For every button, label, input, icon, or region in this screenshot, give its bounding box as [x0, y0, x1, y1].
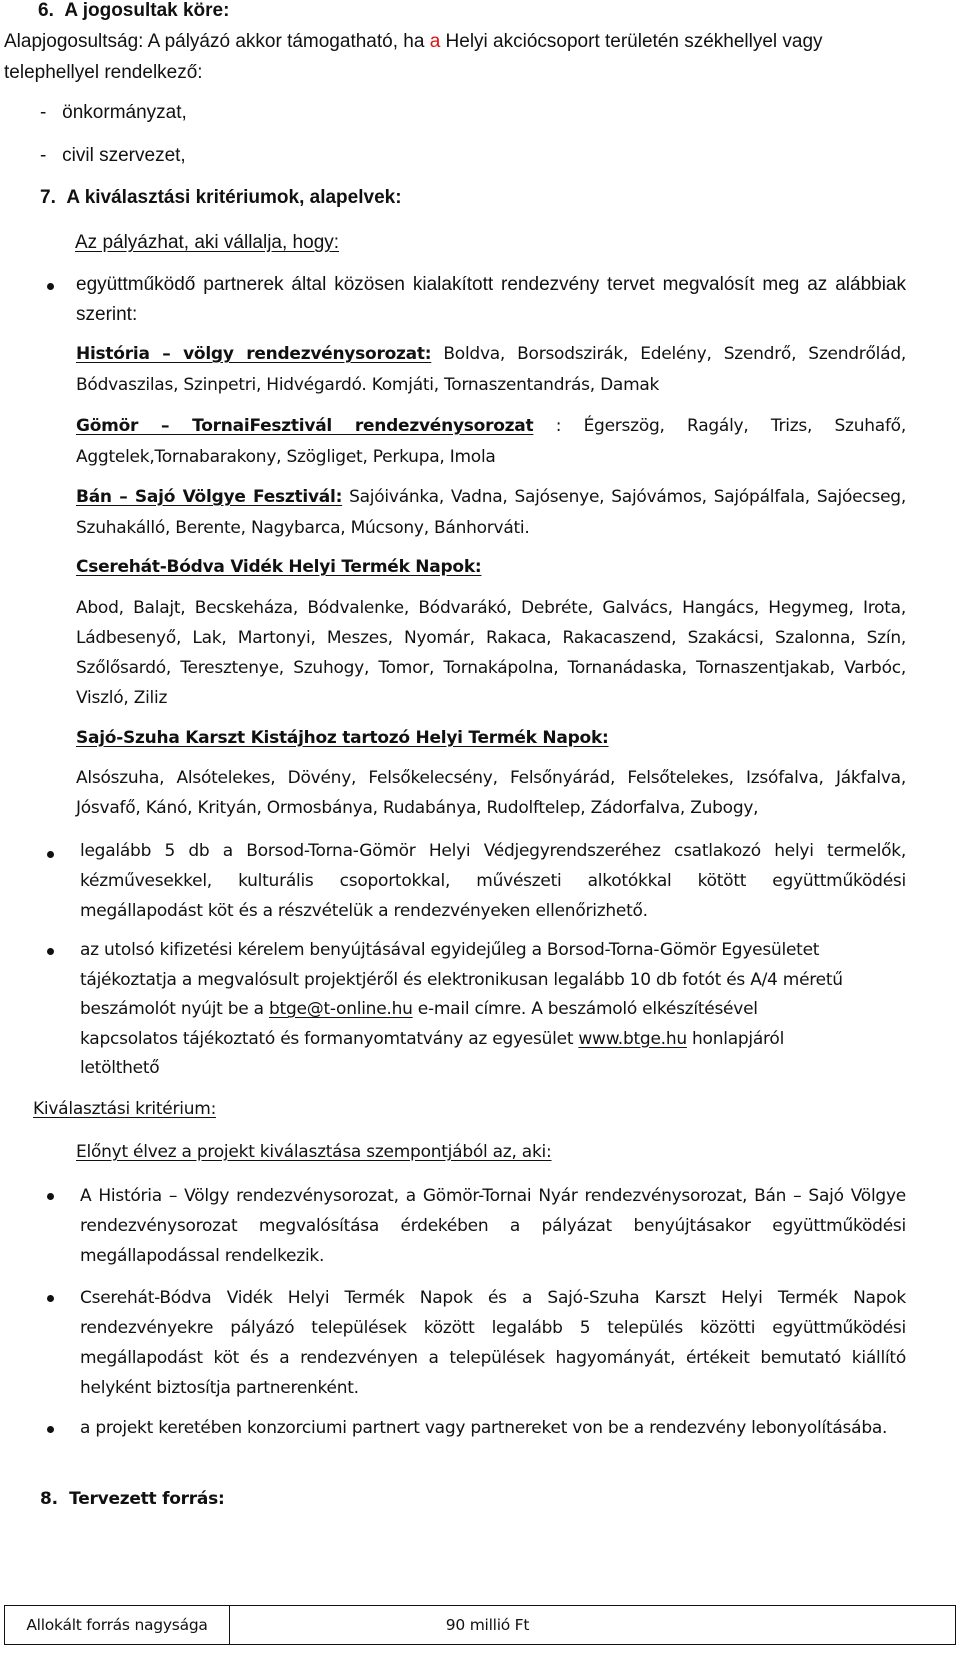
report-text: beszámolót nyújt be a: [80, 999, 264, 1019]
criteria-title: Kiválasztási kritérium:: [33, 1099, 217, 1119]
report-text: honlapjáról: [692, 1028, 785, 1049]
cserehat-title: Cserehát-Bódva Vidék Helyi Termék Napok:: [76, 557, 482, 577]
report-line-4: [80, 1025, 906, 1055]
funding-table: [4, 1605, 956, 1645]
report-line-5: letölthető: [80, 1058, 160, 1078]
eligibility-text-b: Helyi akciócsoport területén székhellyel vagy telephellyel rendelkező:: [4, 31, 823, 83]
event-settlements: Égerszög, Ragály, Trizs, Szuhafő, Aggtelek,Tornabarakony, Szögliget, Perkupa, Imola: [76, 416, 906, 467]
funding-value-cell: 90 millió Ft: [230, 1606, 956, 1645]
table-row: [5, 1606, 956, 1645]
bullet-local-producers: legalább 5 db a Borsod-Torna-Gömör Helyi Védjegyrendszeréhez csatlakozó helyi termelők, kézművesekkel, kulturális csoportokkal, művészeti alkotókkal kötött együttműködési megállapodást köt és a részvételük a rendezvényeken ellenőrizhető.: [80, 841, 906, 921]
section-7-heading: 7. A kiválasztási kritériumok, alapelvek:: [40, 187, 402, 208]
event-title: Gömör – TornaiFesztivál rendezvénysorozat: [76, 416, 534, 436]
bullet-final-report: [80, 936, 906, 1084]
eligibility-red-word: a: [429, 31, 441, 52]
event-title: Bán – Sajó Völgye Fesztivál:: [76, 487, 343, 507]
section-8-heading: 8. Tervezett forrás:: [40, 1489, 225, 1509]
preference-title: Előnyt élvez a projekt kiválasztása szempontjából az, aki:: [76, 1142, 552, 1162]
eligible-item-civil-org: - civil szervezet,: [40, 145, 186, 166]
report-line-2: tájékoztatja a megvalósult projektjéről és elektronikusan legalább 10 db fotót és A/4 méretű: [80, 969, 843, 990]
bullet-icon: [47, 1426, 54, 1433]
event-sep: :: [533, 416, 584, 436]
eligible-item-municipality: - önkormányzat,: [40, 102, 187, 123]
funding-label-cell: Allokált forrás nagysága: [5, 1606, 230, 1645]
event-ban-sajo: [76, 482, 906, 544]
event-settlements: Sajóivánka, Vadna, Sajósenye, Sajóvámos, Sajópálfala, Sajóecseg, Szuhakálló, Berente, Nagybarca, Múcsony, Bánhorváti.: [76, 487, 906, 538]
eligibility-text-a: Alapjogosultság: A pályázó akkor támogatható, ha: [4, 31, 425, 52]
section-7-intro: Az pályázhat, aki vállalja, hogy:: [75, 232, 340, 253]
bullet-event-plan: együttműködő partnerek által közösen kialakított rendezvény tervet megvalósít meg az alábbiak szerint:: [76, 274, 906, 325]
report-text: kapcsolatos tájékoztató és formanyomtatvány az egyesület: [80, 1028, 574, 1049]
email-link[interactable]: btge@t-online.hu: [268, 999, 413, 1019]
event-sep: [431, 344, 443, 364]
cserehat-settlements: Abod, Balajt, Becskeháza, Bódvalenke, Bódvarákó, Debréte, Galvács, Hangács, Hegymeg, Irota, Ládbesenyő, Lak, Martonyi, Meszes, Nyomár, Rakaca, Rakacaszend, Szakácsi, Szalonna, Szín, Szőlősardó, Teresztenye, Szuhogy, Tomor, Tornakápolna, Tornanádaska, Tornaszentjakab, Varbóc, Viszló, Ziliz: [76, 598, 906, 708]
bullet-icon: [47, 1193, 54, 1200]
website-link[interactable]: www.btge.hu: [578, 1028, 687, 1049]
sajo-szuha-title: Sajó-Szuha Karszt Kistájhoz tartozó Helyi Termék Napok:: [76, 728, 609, 748]
bullet-icon: [47, 283, 54, 290]
bullet-icon: [47, 948, 54, 955]
event-gomor-tornai: [76, 411, 906, 473]
event-historia: [76, 339, 906, 401]
sajo-szuha-settlements: Alsószuha, Alsótelekes, Dövény, Felsőkelecsény, Felsőnyárád, Felsőtelekes, Izsófalva, Jákfalva, Jósvafő, Kánó, Krityán, Ormosbánya, Rudabánya, Rudolftelep, Zádorfalva, Zubogy,: [76, 768, 906, 818]
bullet-icon: [47, 1295, 54, 1302]
section-6-heading: 6. A jogosultak köre:: [38, 0, 230, 21]
criterion-consortium-partner: a projekt keretében konzorciumi partnert vagy partnereket von be a rendezvény lebonyolításába.: [80, 1418, 888, 1438]
eligibility-paragraph: [4, 26, 908, 88]
report-line-3: [80, 995, 906, 1025]
report-text: e-mail címre. A beszámoló elkészítésével: [417, 999, 758, 1019]
bullet-icon: [47, 851, 54, 858]
report-line-1: az utolsó kifizetési kérelem benyújtásával egyidejűleg a Borsod-Torna-Gömör Egyesületet: [80, 940, 820, 960]
criterion-cooperation-agreement: A História – Völgy rendezvénysorozat, a Gömör-Tornai Nyár rendezvénysorozat, Bán – Sajó Völgye rendezvénysorozat megvalósítása érdekében a pályázat benyújtásakor együttműködési megállapodással rendelkezik.: [80, 1186, 906, 1266]
event-settlements: Boldva, Borsodszirák, Edelény, Szendrő, Szendrőlád, Bódvaszilas, Szinpetri, Hidvégardó. Komjáti, Tornaszentandrás, Damak: [76, 344, 907, 395]
criterion-settlement-cooperation: Cserehát-Bódva Vidék Helyi Termék Napok és a Sajó-Szuha Karszt Helyi Termék Napok rendezvényekre pályázó települések között legalább 5 település közötti együttműködési megállapodást köt és a rendezvényen a települések hagyományát, értékeit bemutató kiállító helyként biztosítja partnerenként.: [80, 1288, 906, 1398]
event-title: História – völgy rendezvénysorozat:: [76, 344, 432, 364]
